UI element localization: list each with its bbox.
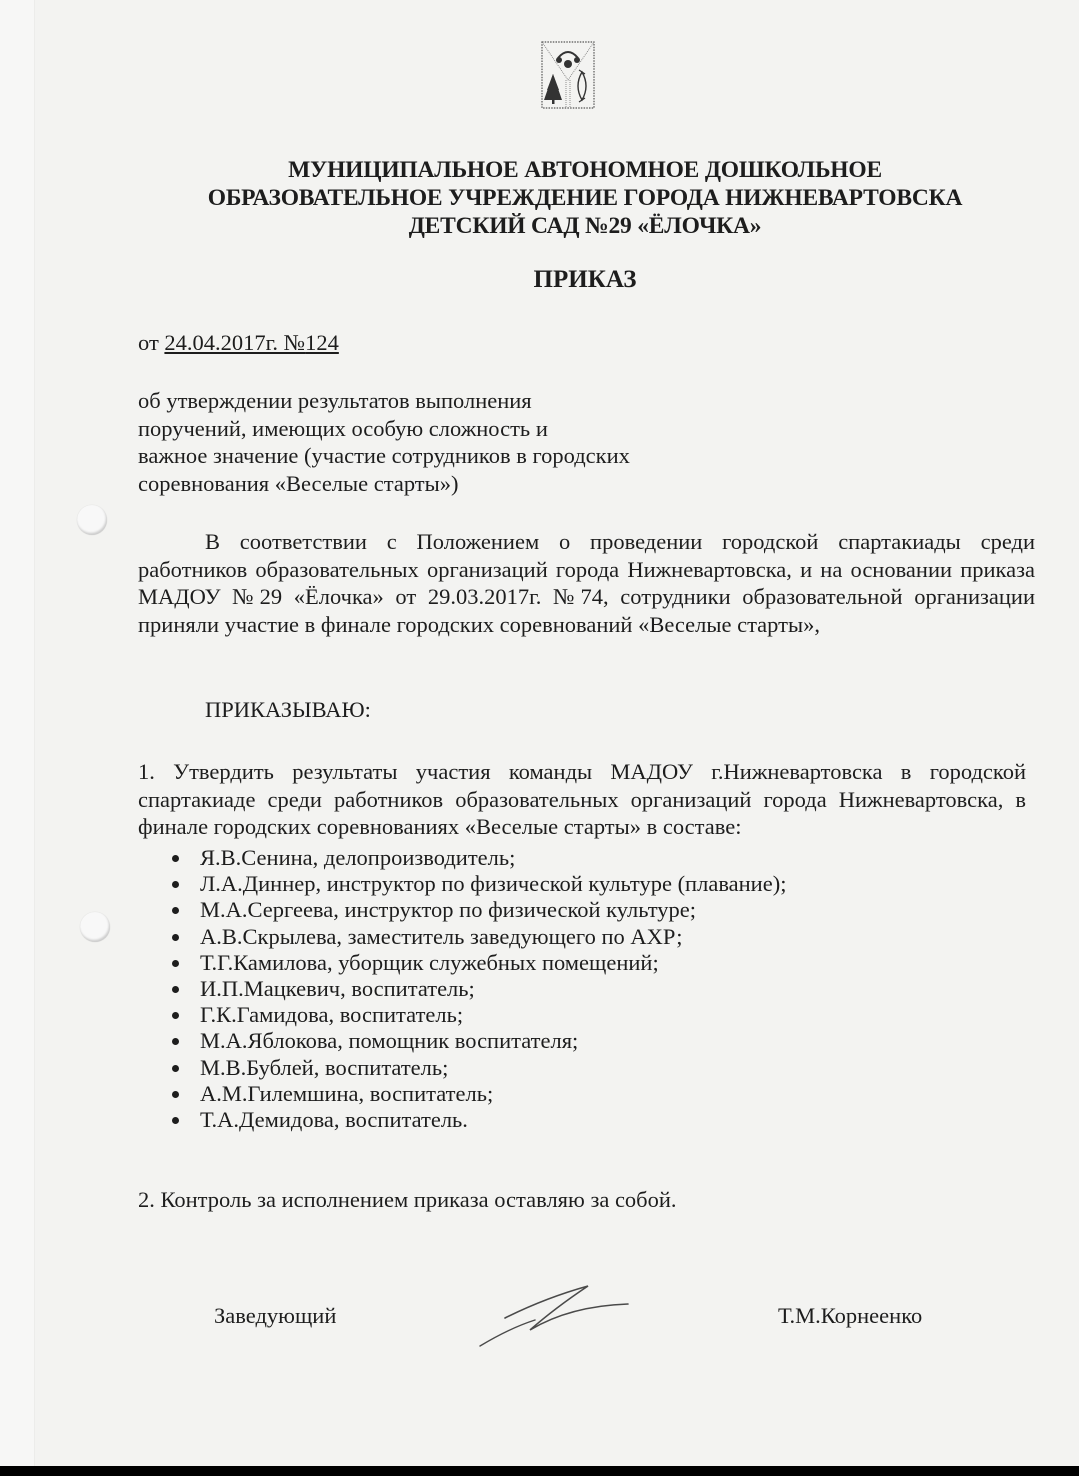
bullet-icon [172, 960, 179, 967]
bullet-icon [172, 1038, 179, 1045]
scan-margin [0, 0, 35, 1466]
list-item: А.М.Гилемшина, воспитатель; [172, 1081, 786, 1107]
org-line: МУНИЦИПАЛЬНОЕ АВТОНОМНОЕ ДОШКОЛЬНОЕ [288, 157, 882, 183]
decree-word: ПРИКАЗЫВАЮ: [205, 697, 371, 722]
subject-line: об утверждении результатов выполнения [138, 388, 532, 413]
subject-line: поручений, имеющих особую сложность и [138, 415, 548, 441]
participants-list [172, 845, 786, 1133]
list-item: Я.В.Сенина, делопроизводитель; [172, 845, 786, 871]
bullet-icon [172, 907, 179, 914]
list-item: А.В.Скрылева, заместитель заведующего по АХР; [172, 924, 786, 950]
subject-line: соревнования «Веселые старты») [138, 470, 459, 496]
punch-hole [80, 912, 110, 942]
org-line: ДЕТСКИЙ САД №29 «ЁЛОЧКА» [408, 213, 762, 239]
bullet-icon [172, 1065, 179, 1072]
bullet-icon [172, 934, 179, 941]
bullet-icon [172, 1012, 179, 1019]
signatory-position: Заведующий [214, 1303, 337, 1328]
list-item: Л.А.Диннер, инструктор по физической культуре (плавание); [172, 871, 786, 897]
list-item: Г.К.Гамидова, воспитатель; [172, 1002, 786, 1028]
signature-icon [470, 1278, 640, 1358]
item-1-paragraph: 1. Утвердить результаты участия команды МАДОУ г.Нижневартовска в городской спартакиаде среди работников образовательных организаций города Нижневартовска, в финале городских соревнованиях «Веселые старты» в составе: [138, 759, 1026, 839]
coat-of-arms-icon [538, 38, 598, 116]
order-date: 24.04.2017г. [164, 330, 278, 355]
signatory-name: Т.М.Корнеенко [778, 1303, 923, 1328]
bullet-icon [172, 1117, 179, 1124]
bullet-icon [172, 1091, 179, 1098]
order-reference [138, 330, 339, 357]
order-subject [138, 387, 630, 497]
preamble-paragraph: В соответствии с Положением о проведении городской спартакиады среди работников образовательных организаций города Нижневартовска, и на основании приказа МАДОУ №29 «Ёлочка» от 29.03.2017г. №74, сотрудники образовательной организации приняли участие в финале городских соревнований «Веселые старты», [138, 529, 1035, 637]
list-item: М.А.Яблокова, помощник воспитателя; [172, 1028, 786, 1054]
document-title: ПРИКАЗ [533, 266, 637, 293]
list-item: И.П.Мацкевич, воспитатель; [172, 976, 786, 1002]
order-number: 124 [305, 330, 339, 355]
organization-header [60, 156, 1079, 240]
org-line: ОБРАЗОВАТЕЛЬНОЕ УЧРЕЖДЕНИЕ ГОРОДА НИЖНЕВАРТОВСКА [207, 185, 963, 211]
item-2-paragraph: 2. Контроль за исполнением приказа оставляю за собой. [138, 1187, 677, 1212]
list-item: Т.Г.Камилова, уборщик служебных помещений; [172, 950, 786, 976]
list-item: М.В.Бублей, воспитатель; [172, 1055, 786, 1081]
order-prefix: от [138, 330, 165, 355]
punch-hole [77, 505, 107, 535]
subject-line: важное значение (участие сотрудников в городских [138, 443, 630, 468]
bullet-icon [172, 986, 179, 993]
bullet-icon [172, 881, 179, 888]
list-item: Т.А.Демидова, воспитатель. [172, 1107, 786, 1133]
bullet-icon [172, 855, 179, 862]
order-number-sign: № [278, 330, 306, 355]
list-item: М.А.Сергеева, инструктор по физической культуре; [172, 897, 786, 923]
